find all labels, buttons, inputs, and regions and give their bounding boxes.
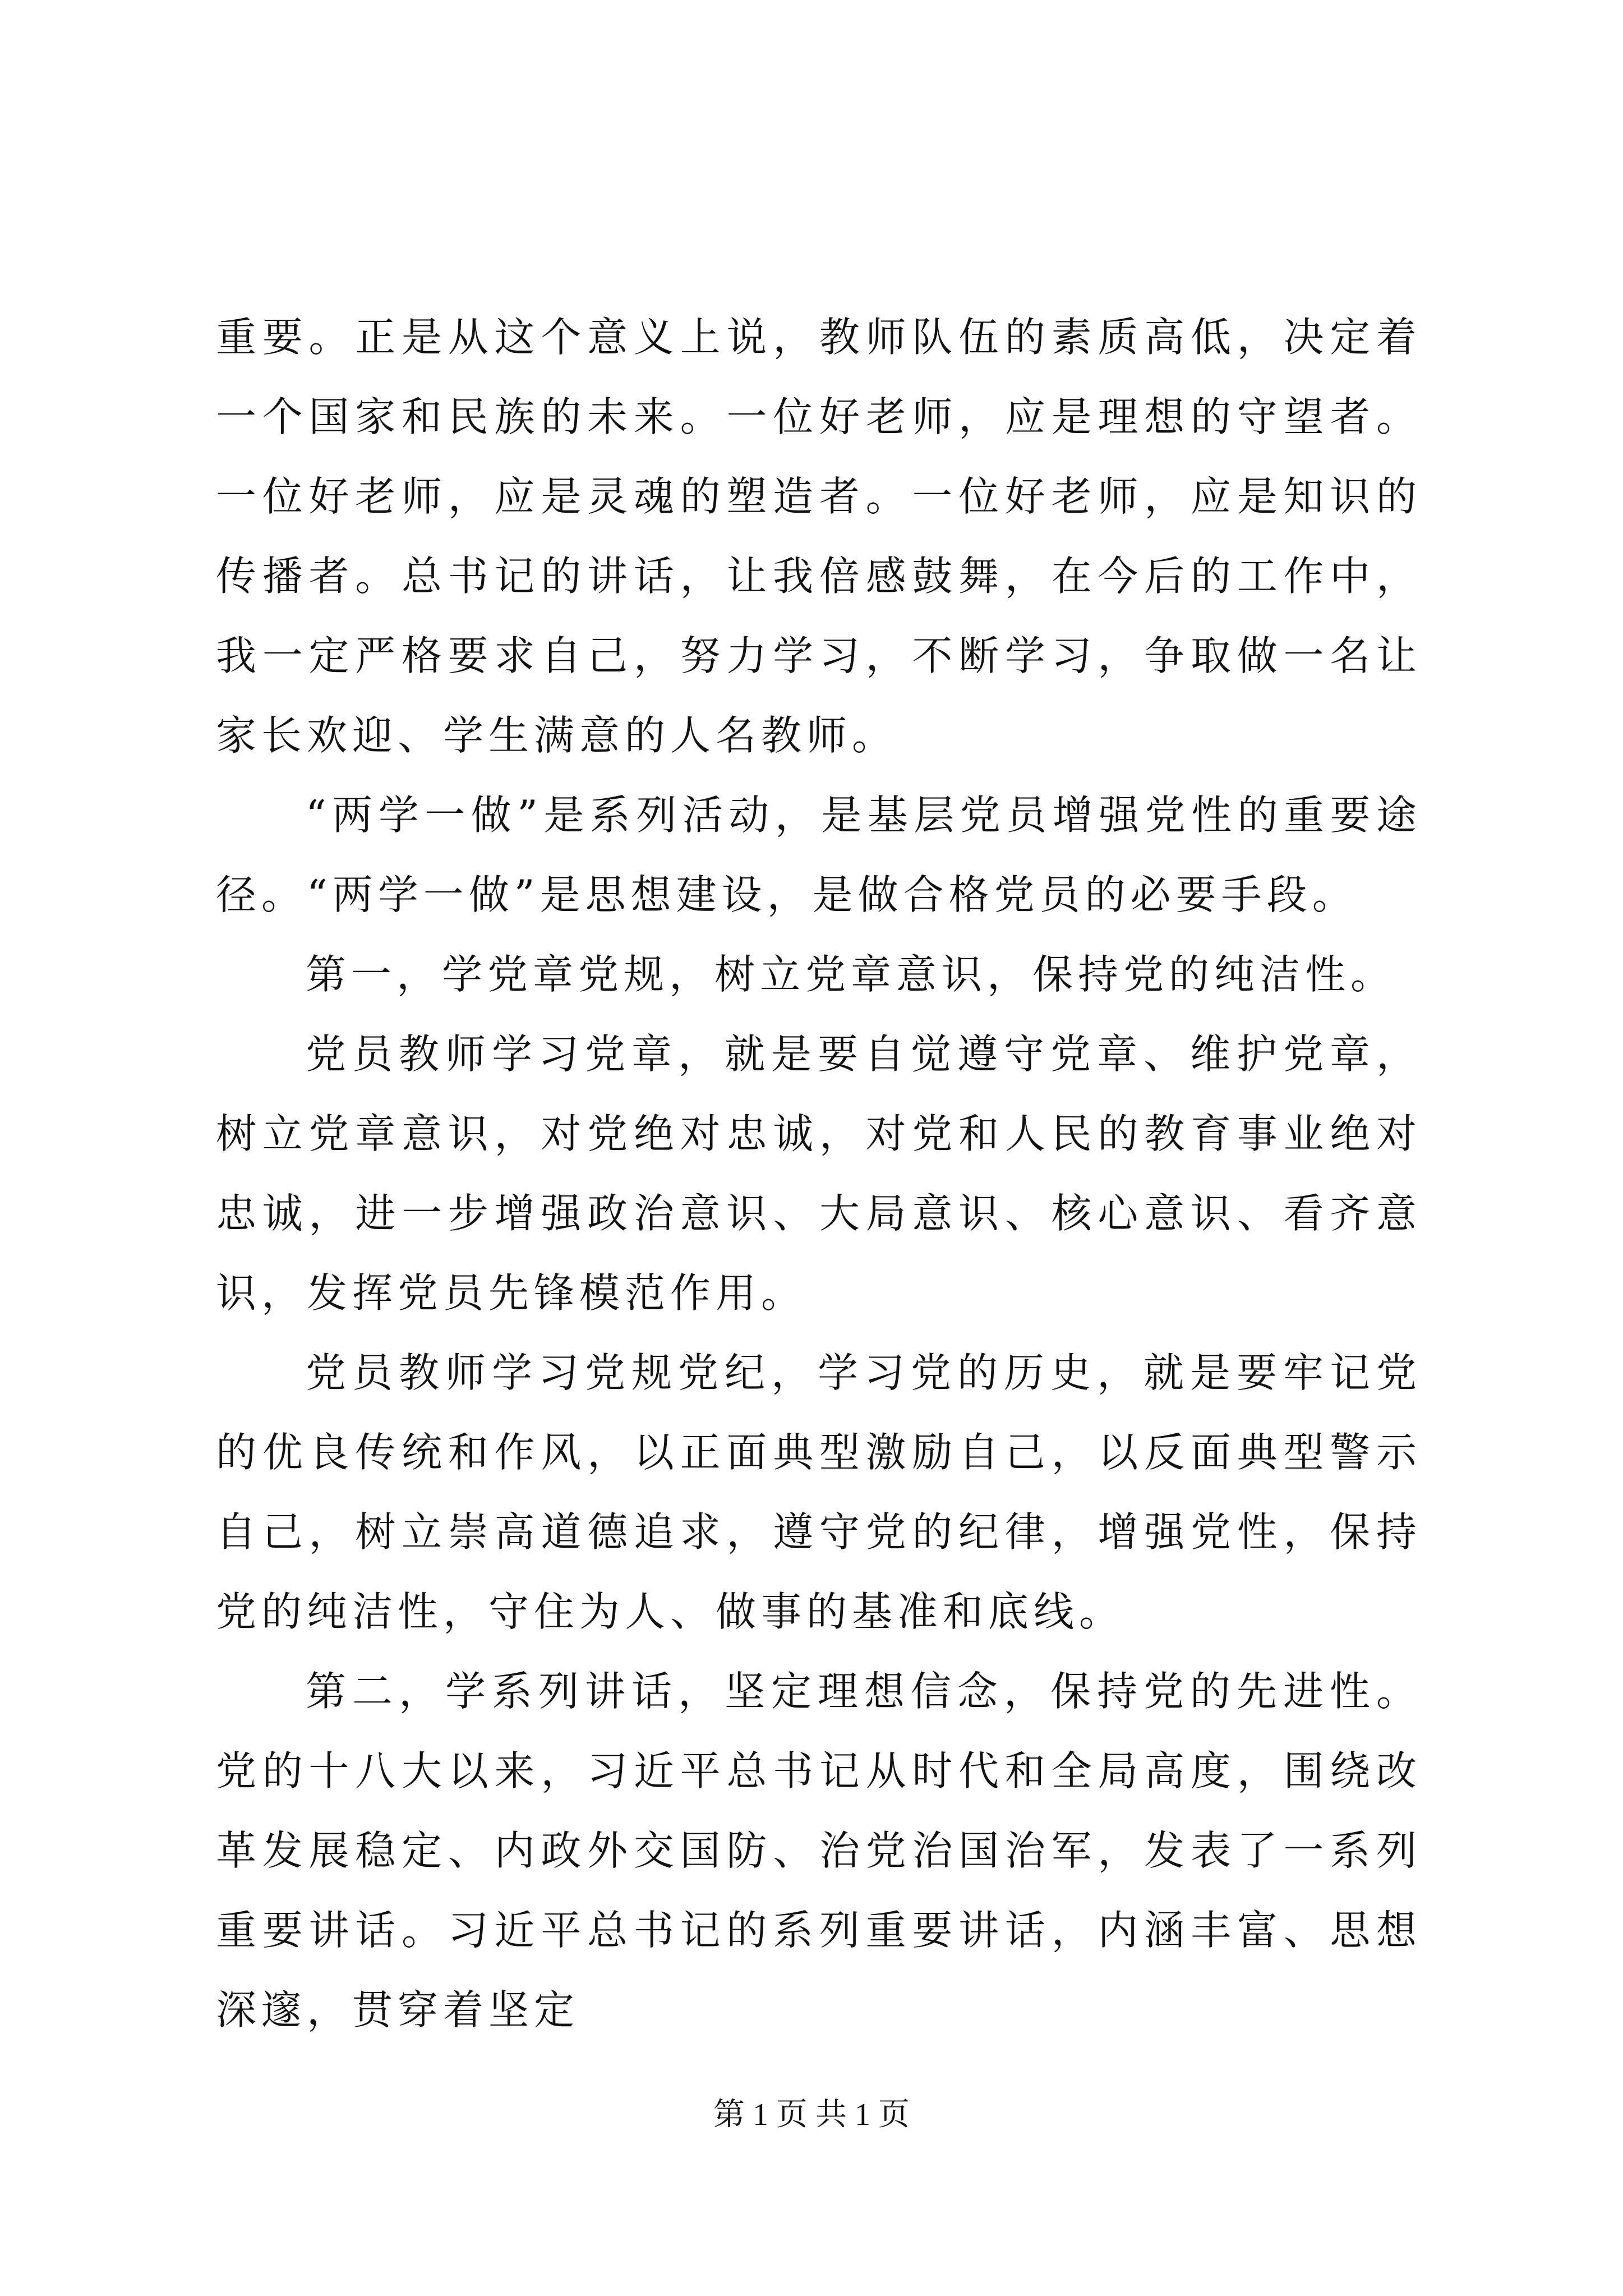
document-body xyxy=(216,297,1422,2050)
paragraph-6: 第二，学系列讲话，坚定理想信念，保持党的先进性。党的十八大以来，习近平总书记从时代和全局高度，围绕改革发展稳定、内政外交国防、治党治国治军，发表了一系列重要讲话。习近平总书记的系列重要讲话，内涵丰富、思想深邃，贯穿着坚定 xyxy=(216,1668,1422,2033)
paragraph-2: “两学一做”是系列活动，是基层党员增强党性的重要途径。“两学一做”是思想建设，是做合格党员的必要手段。 xyxy=(216,792,1422,918)
paragraph-5: 党员教师学习党规党纪，学习党的历史，就是要牢记党的优良传统和作风，以正面典型激励自己，以反面典型警示自己，树立崇高道德追求，遵守党的纪律，增强党性，保持党的纯洁性，守住为人、做事的基准和底线。 xyxy=(216,1349,1422,1635)
page-footer: 第 1 页 共 1 页 xyxy=(713,2097,910,2132)
paragraph-1: 重要。正是从这个意义上说，教师队伍的素质高低，决定着一个国家和民族的未来。一位好老师，应是理想的守望者。一位好老师，应是灵魂的塑造者。一位好老师，应是知识的传播者。总书记的讲话，让我倍感鼓舞，在今后的工作中，我一定严格要求自己，努力学习，不断学习，争取做一名让家长欢迎、学生满意的人名教师。 xyxy=(216,314,1422,759)
paragraph-3: 第一，学党章党规，树立党章意识，保持党的纯洁性。 xyxy=(306,951,1396,998)
paragraph-4: 党员教师学习党章，就是要自觉遵守党章、维护党章，树立党章意识，对党绝对忠诚，对党和人民的教育事业绝对忠诚，进一步增强政治意识、大局意识、核心意识、看齐意识，发挥党员先锋模范作用。 xyxy=(216,1030,1422,1317)
